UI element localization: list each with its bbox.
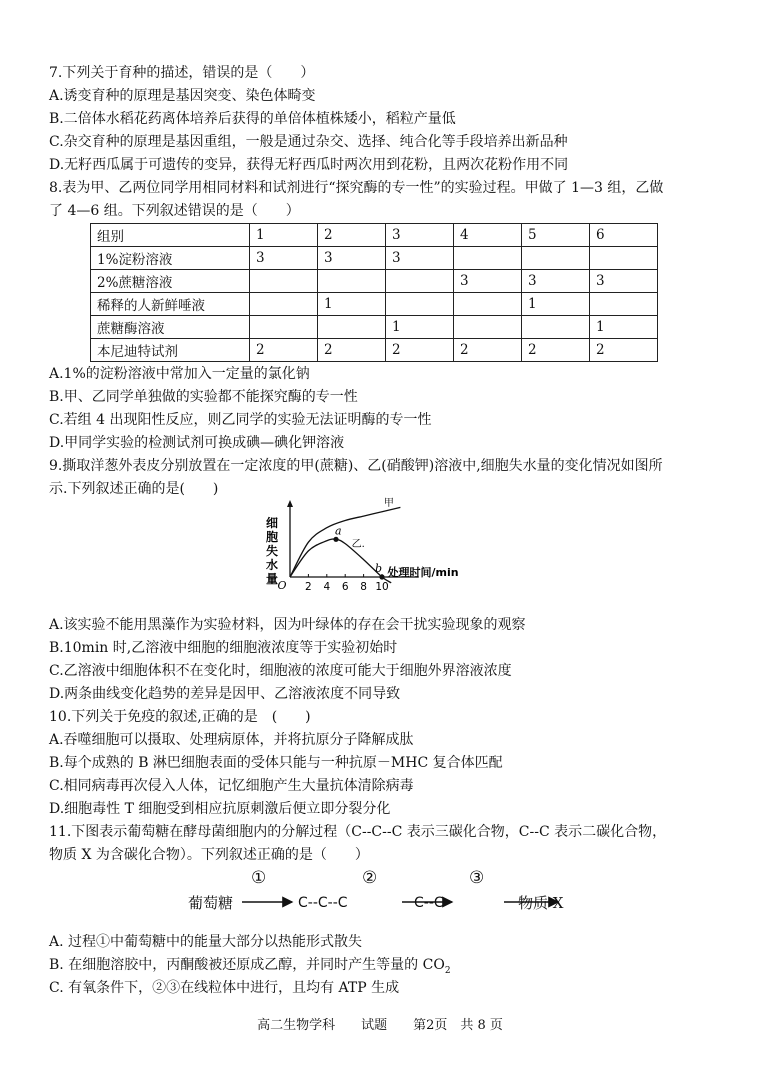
table-cell bbox=[386, 293, 454, 316]
table-cell: 2 bbox=[318, 224, 386, 247]
page-footer: 高二生物学科 试题 第2页 共 8 页 bbox=[257, 1018, 503, 1033]
table-row bbox=[91, 316, 658, 339]
q8-option-d: D.甲同学实验的检测试剂可换成碘—碘化钾溶液 bbox=[49, 435, 345, 451]
table-cell: 1%淀粉溶液 bbox=[91, 247, 250, 270]
table-cell bbox=[250, 293, 318, 316]
flow-step-3: ③ bbox=[469, 868, 485, 888]
q10-stem: 10.下列关于免疫的叙述,正确的是 ( ) bbox=[49, 709, 311, 725]
q8-option-c: C.若组 4 出现阳性反应，则乙同学的实验无法证明酶的专一性 bbox=[49, 412, 432, 428]
flow-two-carbon: C--C bbox=[414, 895, 444, 911]
table-cell: 1 bbox=[522, 293, 590, 316]
y-axis-arrow bbox=[287, 500, 293, 507]
q8-stem-line1: 8.表为甲、乙两位同学用相同材料和试剂进行“探究酶的专一性”的实验过程。甲做了 1—3 组，乙做 bbox=[49, 180, 664, 196]
table-cell: 2 bbox=[250, 339, 318, 362]
table-cell: 稀释的人新鲜唾液 bbox=[91, 293, 250, 316]
water-loss-chart bbox=[262, 497, 552, 609]
x-tick-label: 8 bbox=[360, 581, 367, 593]
flow-substance-x: 物质 X bbox=[518, 894, 564, 912]
table-cell: 1 bbox=[250, 224, 318, 247]
q8-experiment-table bbox=[90, 223, 658, 362]
table-cell bbox=[590, 247, 658, 270]
q9-stem-line2: 示.下列叙述正确的是( ) bbox=[49, 481, 219, 497]
series-line-jia bbox=[290, 507, 400, 577]
table-row bbox=[91, 293, 658, 316]
q9-option-b: B.10min 时,乙溶液中细胞的细胞液浓度等于实验初始时 bbox=[49, 640, 398, 656]
series-label-jia: 甲 bbox=[383, 498, 394, 510]
q7-option-a: A.诱变育种的原理是基因突变、染色体畸变 bbox=[49, 88, 316, 104]
table-cell: 2%蔗糖溶液 bbox=[91, 270, 250, 293]
q9-option-d: D.两条曲线变化趋势的差异是因甲、乙溶液浓度不同导致 bbox=[49, 686, 401, 702]
q10-option-a: A.吞噬细胞可以摄取、处理病原体，并将抗原分子降解成肽 bbox=[49, 732, 414, 748]
table-cell bbox=[590, 293, 658, 316]
table-cell bbox=[318, 270, 386, 293]
data-point-a bbox=[333, 537, 338, 542]
flow-step-1: ① bbox=[251, 868, 267, 888]
table-cell: 2 bbox=[386, 339, 454, 362]
table-cell bbox=[454, 316, 522, 339]
flow-three-carbon: C--C--C bbox=[298, 895, 348, 911]
table-cell: 1 bbox=[590, 316, 658, 339]
table-cell: 3 bbox=[522, 270, 590, 293]
table-cell: 本尼迪特试剂 bbox=[91, 339, 250, 362]
q8-stem-line2: 了 4—6 组。下列叙述错误的是（ ） bbox=[49, 203, 300, 219]
table-cell bbox=[522, 247, 590, 270]
q8-option-b: B.甲、乙同学单独做的实验都不能探究酶的专一性 bbox=[49, 389, 358, 405]
table-row bbox=[91, 270, 658, 293]
q11-option-b-subscript: 2 bbox=[444, 965, 451, 976]
table-cell: 组别 bbox=[91, 224, 250, 247]
q7-option-c: C.杂交育种的原理是基因重组，一般是通过杂交、选择、纯合化等手段培养出新品种 bbox=[49, 134, 568, 150]
table-cell: 3 bbox=[386, 247, 454, 270]
table-cell bbox=[454, 293, 522, 316]
table-cell: 3 bbox=[386, 224, 454, 247]
table-row bbox=[91, 339, 658, 362]
origin-label: O bbox=[277, 579, 287, 592]
q11-stem-line1: 11.下图表示葡萄糖在酵母菌细胞内的分解过程（C--C--C 表示三碳化合物，C--C 表示二碳化合物， bbox=[49, 824, 667, 840]
table-cell bbox=[522, 316, 590, 339]
table-cell: 3 bbox=[318, 247, 386, 270]
q8-option-a: A.1%的淀粉溶液中常加入一定量的氯化钠 bbox=[49, 366, 310, 382]
table-cell: 2 bbox=[590, 339, 658, 362]
x-tick-label: 6 bbox=[341, 581, 349, 593]
q9-stem-line1: 9.撕取洋葱外表皮分别放置在一定浓度的甲(蔗糖)、乙(硝酸钾)溶液中,细胞失水量的变化情况如图所 bbox=[49, 458, 663, 474]
q11-stem-line2: 物质 X 为含碳化合物）。下列叙述正确的是（ ） bbox=[49, 847, 369, 863]
q10-option-c: C.相同病毒再次侵入人体，记忆细胞产生大量抗体清除病毒 bbox=[49, 778, 414, 794]
q9-option-c: C.乙溶液中细胞体积不在变化时，细胞液的浓度可能大于细胞外界溶液浓度 bbox=[49, 663, 512, 679]
table-cell: 3 bbox=[590, 270, 658, 293]
table-row bbox=[91, 247, 658, 270]
flow-step-2: ② bbox=[362, 868, 378, 888]
table-cell bbox=[318, 316, 386, 339]
table-cell: 1 bbox=[318, 293, 386, 316]
table-cell: 6 bbox=[590, 224, 658, 247]
q10-option-b: B.每个成熟的 B 淋巴细胞表面的受体只能与一种抗原－MHC 复合体匹配 bbox=[49, 755, 503, 771]
q9-option-a: A.该实验不能用黑藻作为实验材料，因为叶绿体的存在会干扰实验现象的观察 bbox=[49, 617, 526, 633]
y-axis-label-char: 胞 bbox=[265, 530, 279, 544]
data-point-label-a: a bbox=[335, 524, 342, 538]
y-axis-label-char: 量 bbox=[265, 572, 279, 586]
y-axis-label-char: 失 bbox=[265, 544, 279, 558]
x-tick-label: 4 bbox=[323, 581, 331, 593]
q7-option-d: D.无籽西瓜属于可遗传的变异，获得无籽西瓜时两次用到花粉，且两次花粉作用不同 bbox=[49, 157, 569, 173]
q7-stem: 7.下列关于育种的描述，错误的是（ ） bbox=[49, 65, 315, 81]
table-cell bbox=[250, 270, 318, 293]
q11-option-c: C. 有氧条件下，②③在线粒体中进行，且均有 ATP 生成 bbox=[49, 980, 400, 996]
table-cell: 2 bbox=[454, 339, 522, 362]
q11-option-b-text: B. 在细胞溶胶中，丙酮酸被还原成乙醇，并同时产生等量的 CO bbox=[49, 957, 445, 973]
table-cell bbox=[250, 316, 318, 339]
table-cell: 蔗糖酶溶液 bbox=[91, 316, 250, 339]
q7-option-b: B.二倍体水稻花药离体培养后获得的单倍体植株矮小，稻粒产量低 bbox=[49, 111, 456, 127]
table-cell: 3 bbox=[250, 247, 318, 270]
y-axis-label-char: 水 bbox=[265, 558, 279, 572]
data-point-b bbox=[379, 574, 384, 579]
data-point-label-b: b bbox=[375, 562, 383, 575]
table-cell: 3 bbox=[454, 270, 522, 293]
q11-option-b bbox=[49, 955, 451, 981]
table-cell: 5 bbox=[522, 224, 590, 247]
table-cell: 2 bbox=[522, 339, 590, 362]
series-label-yi: 乙. bbox=[351, 539, 365, 551]
q11-option-a: A. 过程①中葡萄糖中的能量大部分以热能形式散失 bbox=[49, 934, 363, 950]
q10-option-d: D.细胞毒性 T 细胞受到相应抗原刺激后便立即分裂分化 bbox=[49, 801, 391, 817]
table-cell: 1 bbox=[386, 316, 454, 339]
x-tick-label: 2 bbox=[305, 581, 312, 593]
table-cell bbox=[386, 270, 454, 293]
flow-glucose: 葡萄糖 bbox=[188, 894, 234, 912]
y-axis-label-char: 细 bbox=[265, 516, 279, 530]
series-line-yi bbox=[290, 539, 391, 583]
table-cell: 4 bbox=[454, 224, 522, 247]
table-cell: 2 bbox=[318, 339, 386, 362]
x-axis-label: 处理时间/min bbox=[387, 566, 459, 579]
table-row bbox=[91, 224, 658, 247]
glucose-breakdown-flow bbox=[188, 868, 608, 918]
table-cell bbox=[454, 247, 522, 270]
x-tick-label: 10 bbox=[375, 581, 389, 593]
